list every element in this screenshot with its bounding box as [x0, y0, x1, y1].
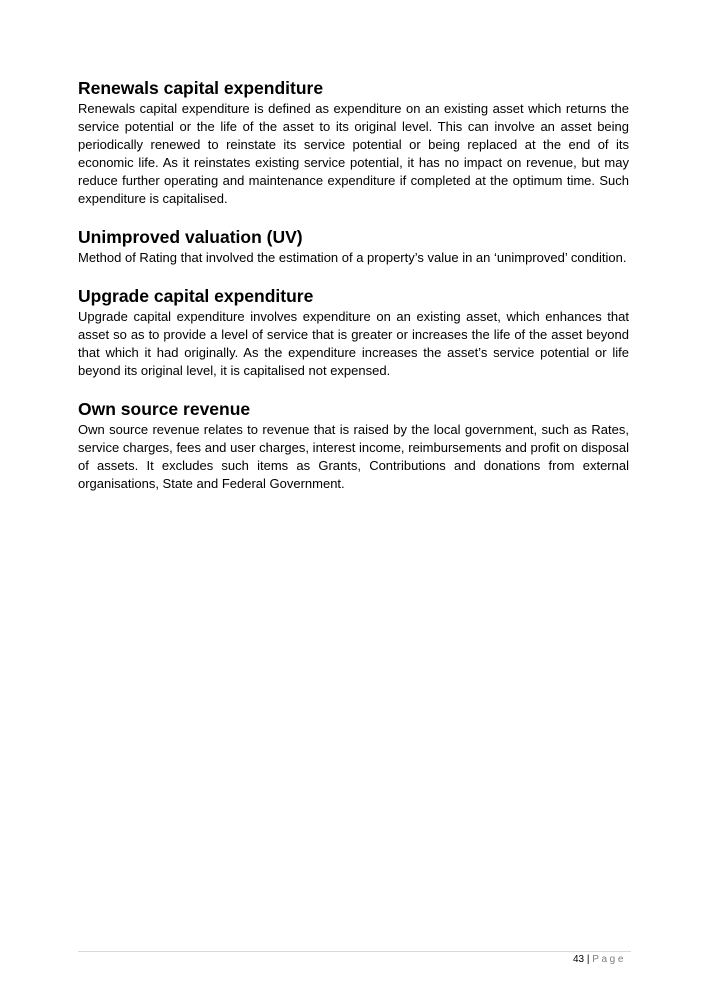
section-upgrade-capital-expenditure — [78, 285, 629, 380]
page-footer — [573, 953, 626, 967]
section-renewals-capital-expenditure — [78, 77, 629, 208]
section-heading: Own source revenue — [78, 399, 251, 419]
section-heading: Unimproved valuation (UV) — [78, 227, 303, 247]
footer-divider — [78, 951, 631, 952]
section-own-source-revenue — [78, 398, 629, 493]
section-body: Method of Rating that involved the estimation of a property’s value in an ‘unimproved’ condition. — [78, 250, 627, 265]
section-heading: Renewals capital expenditure — [78, 78, 324, 98]
section-heading: Upgrade capital expenditure — [78, 286, 314, 306]
page-separator: | — [584, 954, 593, 965]
section-unimproved-valuation — [78, 226, 629, 267]
document-body — [78, 77, 629, 511]
page-label: Page — [592, 954, 626, 965]
section-body: Renewals capital expenditure is defined as expenditure on an existing asset which returns the service potential or the life of the asset to its original level. This can involve an asset being periodically renewed to reinstate its service potential or being replaced at the end of its economic life. As it reinstates existing service potential, it has no impact on revenue, but may reduce further operating and maintenance expenditure if completed at the optimum time. Such expenditure is capitalised. — [78, 101, 629, 206]
page-number: 43 — [572, 954, 585, 965]
section-body: Own source revenue relates to revenue that is raised by the local government, such as Rates, service charges, fees and user charges, interest income, reimbursements and profit on disposal of assets. It excludes such items as Grants, Contributions and donations from external organisations, State and Federal Government. — [78, 422, 629, 491]
section-body: Upgrade capital expenditure involves expenditure on an existing asset, which enhances that asset so as to provide a level of service that is greater or increases the life of the asset beyond that which it had originally. As the expenditure increases the asset’s service potential or life beyond its original level, it is capitalised not expensed. — [78, 309, 629, 378]
